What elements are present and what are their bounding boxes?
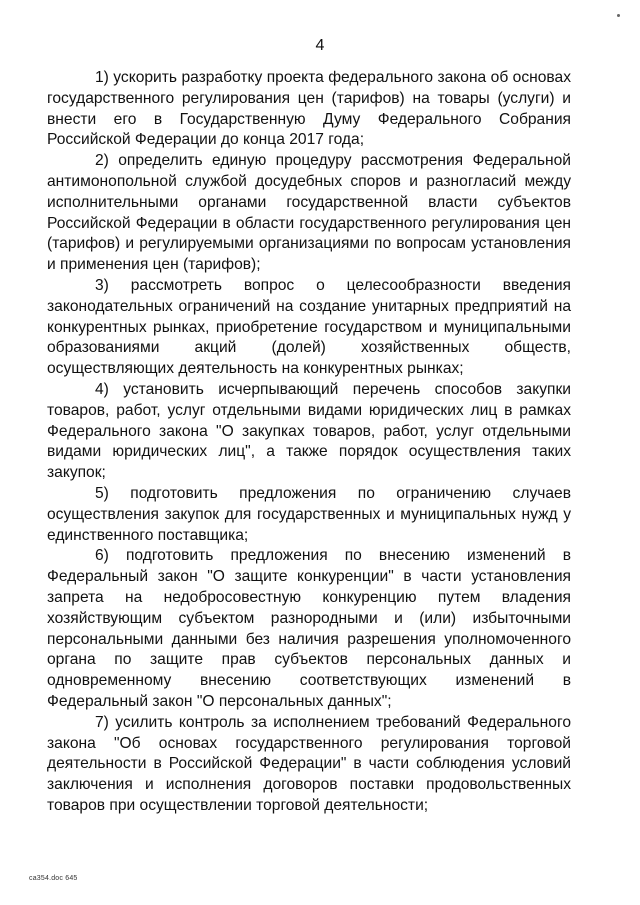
list-item-5: 5) подготовить предложения по ограничению случаев осуществления закупок для государственных и муниципальных нужд у единственного поставщика; xyxy=(47,484,571,544)
list-item-4: 4) установить исчерпывающий перечень способов закупки товаров, работ, услуг отдельными видами юридических лиц в рамках Федерального закона "О закупках товаров, работ, услуг отдельными видами юридических лиц", а также порядок осуществления таких закупок; xyxy=(47,380,571,482)
list-item-3: 3) рассмотреть вопрос о целесообразности введения законодательных ограничений на создание унитарных предприятий на конкурентных рынках, приобретение государством и муниципальными образованиями акций (долей) хозяйственных обществ, осуществляющих деятельность на конкурентных рынках; xyxy=(47,276,571,378)
list-item-6: 6) подготовить предложения по внесению изменений в Федеральный закон "О защите конкуренции" в части установления запрета на недобросовестную конкуренцию путем владения хозяйствующим субъектом разнородными и (или) избыточными персональными данными без наличия разрешения уполномоченного органа по защите прав субъектов персональных данных и одновременному внесению соответствующих изменений в Федеральный закон "О персональных данных"; xyxy=(47,547,571,710)
list-item-2: 2) определить единую процедуру рассмотрения Федеральной антимонопольной службой досудебных споров и разногласий между исполнительными органами государственной власти субъектов Российской Федерации в области государственного регулирования цен (тарифов) и регулируемыми организациями по вопросам установления и применения цен (тарифов); xyxy=(47,152,571,274)
list-item-7: 7) усилить контроль за исполнением требований Федерального закона "Об основах государственного регулирования торговой деятельности в Российской Федерации" в части соблюдения условий заключения и исполнения договоров поставки продовольственных товаров при осуществлении торговой деятельности; xyxy=(47,713,571,814)
page-number: 4 xyxy=(315,37,325,54)
scan-mark xyxy=(617,14,620,17)
footer-file-code: ca354.doc 645 xyxy=(29,875,78,882)
list-item-1: 1) ускорить разработку проекта федерального закона об основах государственного регулирования цен (тарифов) на товары (услуги) и внести его в Государственную Думу Федерального Собрания Российской Федерации до конца 2017 года; xyxy=(47,69,571,149)
document-body xyxy=(47,68,571,817)
